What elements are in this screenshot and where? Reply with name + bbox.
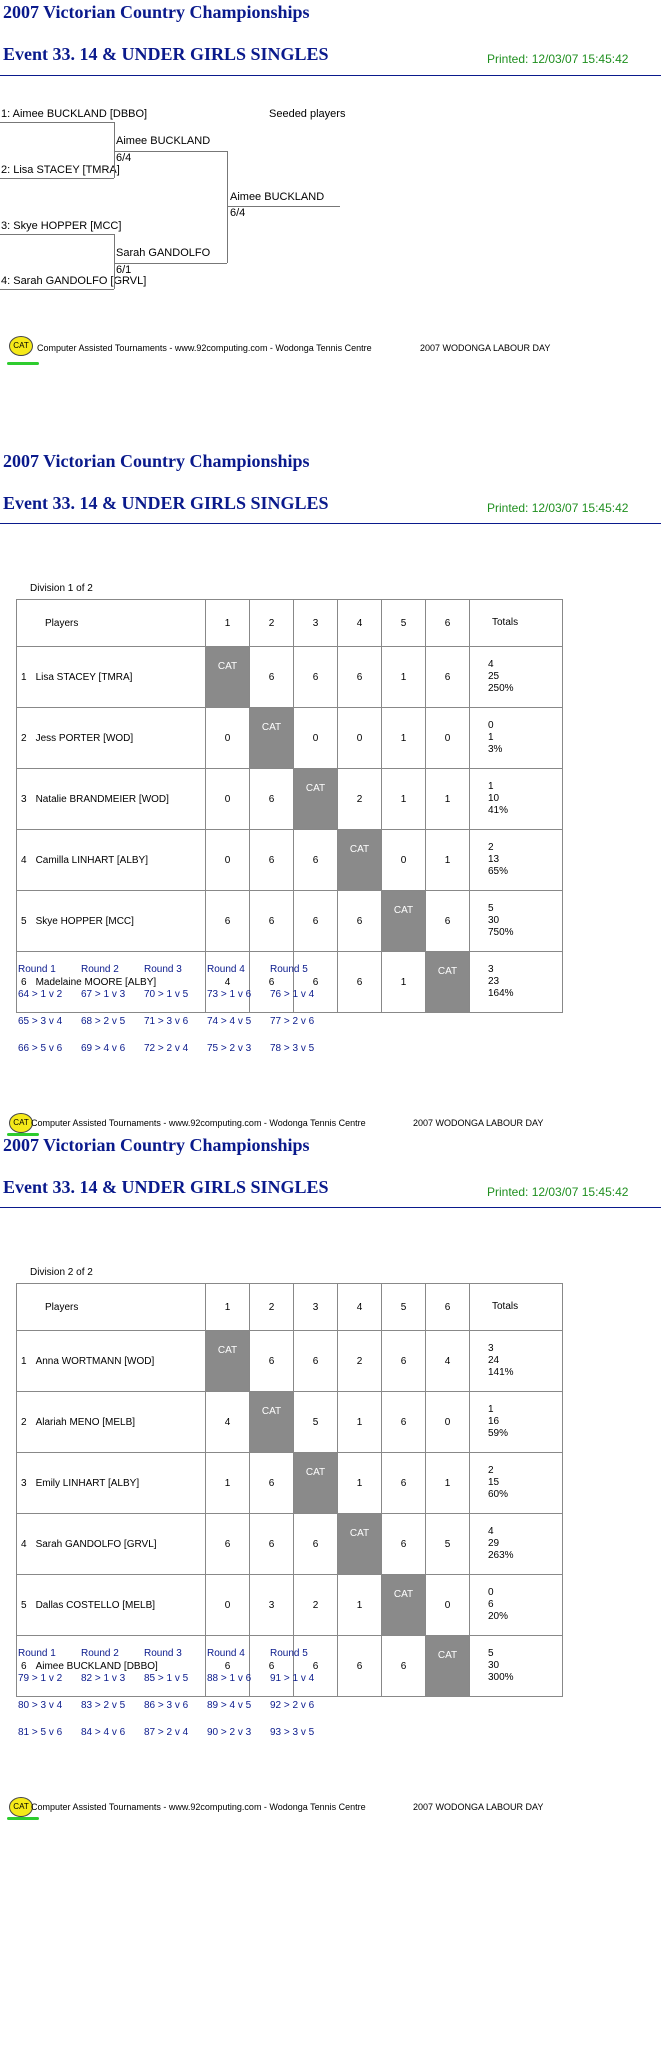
totals-cell [470, 769, 563, 830]
match-item: 82 > 1 v 3 [81, 1673, 126, 1684]
score-cell: 6 [382, 1392, 426, 1453]
self-match-cell: CAT [206, 647, 250, 708]
score-cell: 6 [338, 891, 382, 952]
match-item: 64 > 1 v 2 [18, 989, 63, 1000]
score-cell: 6 [250, 952, 294, 1013]
championship-title: 2007 Victorian Country Championships [3, 2, 310, 22]
total-value: 1 [488, 732, 494, 743]
player-number: 3 [21, 793, 27, 805]
round-label: Round 1 [18, 964, 56, 975]
score-cell: 6 [294, 830, 338, 891]
score-cell: 0 [206, 769, 250, 830]
self-match-cell: CAT [426, 952, 470, 1013]
division-table [16, 1283, 563, 1697]
total-value: 141% [488, 1367, 514, 1378]
logo-underline [7, 1817, 39, 1820]
total-value: 4 [488, 659, 494, 670]
players-header: Players [17, 1284, 206, 1331]
score-cell: 1 [382, 769, 426, 830]
match-item: 78 > 3 v 5 [270, 1043, 315, 1054]
player-name: Madelaine MOORE [ALBY] [35, 976, 157, 988]
table-row [17, 769, 563, 830]
table-row [17, 647, 563, 708]
header-divider [0, 1207, 661, 1208]
score-cell: 6 [206, 891, 250, 952]
player-cell [17, 1331, 206, 1392]
score-cell: 3 [250, 1575, 294, 1636]
division-label: Division 2 of 2 [30, 1267, 93, 1278]
table-row [17, 1575, 563, 1636]
match-item: 66 > 5 v 6 [18, 1043, 63, 1054]
score-cell: 6 [382, 1331, 426, 1392]
col-header: 6 [426, 1284, 470, 1331]
round-column [207, 1648, 269, 1754]
col-header: 6 [426, 600, 470, 647]
score-cell: 6 [206, 1636, 250, 1697]
bracket-line [227, 151, 228, 263]
score-cell: 4 [426, 1331, 470, 1392]
match-item: 74 > 4 v 5 [207, 1016, 252, 1027]
total-value: 30 [488, 915, 500, 926]
col-header: 3 [294, 1284, 338, 1331]
round-label: Round 5 [270, 1648, 308, 1659]
score-cell: 0 [426, 708, 470, 769]
match-item: 84 > 4 v 6 [81, 1727, 126, 1738]
self-match-cell: CAT [338, 1514, 382, 1575]
player-name: Sarah GANDOLFO [GRVL] [35, 1538, 157, 1550]
match-item: 68 > 2 v 5 [81, 1016, 126, 1027]
division-label: Division 1 of 2 [30, 583, 93, 594]
player-cell [17, 1453, 206, 1514]
total-value: 65% [488, 866, 509, 877]
score-cell: 0 [206, 830, 250, 891]
round-label: Round 3 [144, 1648, 182, 1659]
match-item: 86 > 3 v 6 [144, 1700, 189, 1711]
totals-cell [470, 708, 563, 769]
player-name: Dallas COSTELLO [MELB] [35, 1599, 156, 1611]
final-winner-score: 6/4 [230, 207, 246, 219]
footer-event: 2007 WODONGA LABOUR DAY [413, 1802, 544, 1812]
round-label: Round 4 [207, 964, 245, 975]
logo-underline [7, 362, 39, 365]
score-cell: 6 [250, 830, 294, 891]
table-row [17, 891, 563, 952]
table-row [17, 1392, 563, 1453]
total-value: 1 [488, 1404, 494, 1415]
total-value: 15 [488, 1477, 500, 1488]
total-value: 2 [488, 842, 494, 853]
total-value: 23 [488, 976, 500, 987]
header-divider [0, 75, 661, 76]
round-column [81, 964, 143, 1070]
total-value: 16 [488, 1416, 500, 1427]
player-number: 4 [21, 1538, 27, 1550]
total-value: 3 [488, 1343, 494, 1354]
round-label: Round 2 [81, 1648, 119, 1659]
total-value: 3% [488, 744, 503, 755]
match-item: 65 > 3 v 4 [18, 1016, 63, 1027]
total-value: 1 [488, 781, 494, 792]
score-cell: 1 [338, 1453, 382, 1514]
score-cell: 4 [206, 1392, 250, 1453]
match-item: 87 > 2 v 4 [144, 1727, 189, 1738]
player-name: Natalie BRANDMEIER [WOD] [35, 793, 169, 805]
round-column [81, 1648, 143, 1754]
total-value: 0 [488, 720, 494, 731]
match-item: 85 > 1 v 5 [144, 1673, 189, 1684]
round-column [144, 964, 206, 1070]
self-match-cell: CAT [426, 1636, 470, 1697]
player-number: 2 [21, 1416, 27, 1428]
self-match-cell: CAT [294, 769, 338, 830]
semi-winner-name: Sarah GANDOLFO [116, 247, 211, 259]
printed-timestamp: Printed: 12/03/07 15:45:42 [487, 1185, 629, 1199]
footer-event: 2007 WODONGA LABOUR DAY [420, 343, 551, 353]
bracket-line [114, 234, 115, 289]
score-cell: 1 [426, 1453, 470, 1514]
total-value: 25 [488, 671, 500, 682]
totals-cell [470, 830, 563, 891]
player-number: 4 [21, 854, 27, 866]
score-cell: 6 [250, 1453, 294, 1514]
round-column [207, 964, 269, 1070]
player-name: Skye HOPPER [MCC] [35, 915, 134, 927]
col-header: 4 [338, 1284, 382, 1331]
round-column [270, 1648, 332, 1754]
player-cell [17, 769, 206, 830]
score-cell: 0 [338, 708, 382, 769]
score-cell: 2 [338, 769, 382, 830]
player-name: Camilla LINHART [ALBY] [35, 854, 149, 866]
round-column [270, 964, 332, 1070]
draw-entrant: 2: Lisa STACEY [TMRA] [1, 164, 120, 176]
col-header: 5 [382, 600, 426, 647]
match-item: 80 > 3 v 4 [18, 1700, 63, 1711]
player-number: 3 [21, 1477, 27, 1489]
player-cell [17, 1392, 206, 1453]
self-match-cell: CAT [294, 1453, 338, 1514]
bracket-line [0, 234, 114, 235]
total-value: 59% [488, 1428, 509, 1439]
totals-cell [470, 1514, 563, 1575]
score-cell: 2 [338, 1331, 382, 1392]
col-header: 4 [338, 600, 382, 647]
totals-cell [470, 952, 563, 1013]
match-item: 79 > 1 v 2 [18, 1673, 63, 1684]
totals-cell [470, 1575, 563, 1636]
score-cell: 4 [206, 952, 250, 1013]
score-cell: 0 [206, 708, 250, 769]
score-cell: 6 [294, 1514, 338, 1575]
round-label: Round 3 [144, 964, 182, 975]
total-value: 41% [488, 805, 509, 816]
player-number: 6 [21, 976, 27, 988]
self-match-cell: CAT [338, 830, 382, 891]
player-cell [17, 1575, 206, 1636]
match-item: 76 > 1 v 4 [270, 989, 315, 1000]
total-value: 30 [488, 1660, 500, 1671]
cat-logo-icon: CAT [9, 336, 33, 356]
player-number: 5 [21, 1599, 27, 1611]
score-cell: 0 [426, 1575, 470, 1636]
totals-cell [470, 1453, 563, 1514]
score-cell: 1 [426, 769, 470, 830]
player-cell [17, 1514, 206, 1575]
total-value: 300% [488, 1672, 514, 1683]
score-cell: 6 [294, 952, 338, 1013]
score-cell: 6 [294, 1636, 338, 1697]
total-value: 0 [488, 1587, 494, 1598]
total-value: 3 [488, 964, 494, 975]
match-item: 90 > 2 v 3 [207, 1727, 252, 1738]
table-row [17, 830, 563, 891]
header-divider [0, 523, 661, 524]
match-item: 75 > 2 v 3 [207, 1043, 252, 1054]
score-cell: 1 [382, 708, 426, 769]
score-cell: 6 [250, 647, 294, 708]
self-match-cell: CAT [250, 1392, 294, 1453]
col-header: 1 [206, 1284, 250, 1331]
score-cell: 6 [426, 891, 470, 952]
round-column [18, 1648, 80, 1754]
match-item: 77 > 2 v 6 [270, 1016, 315, 1027]
round-label: Round 2 [81, 964, 119, 975]
totals-cell [470, 1392, 563, 1453]
score-cell: 0 [382, 830, 426, 891]
total-value: 60% [488, 1489, 509, 1500]
score-cell: 6 [250, 891, 294, 952]
total-value: 164% [488, 988, 514, 999]
col-header: 2 [250, 1284, 294, 1331]
bracket-line [0, 178, 114, 179]
score-cell: 6 [382, 1636, 426, 1697]
col-header: 2 [250, 600, 294, 647]
match-item: 83 > 2 v 5 [81, 1700, 126, 1711]
score-cell: 6 [382, 1514, 426, 1575]
championship-title: 2007 Victorian Country Championships [3, 1135, 310, 1155]
match-item: 73 > 1 v 6 [207, 989, 252, 1000]
score-cell: 6 [250, 769, 294, 830]
footer-text: Computer Assisted Tournaments - www.92computing.com - Wodonga Tennis Centre [37, 343, 372, 353]
score-cell: 6 [206, 1514, 250, 1575]
table-row [17, 1514, 563, 1575]
player-number: 6 [21, 1660, 27, 1672]
score-cell: 6 [426, 647, 470, 708]
player-name: Jess PORTER [WOD] [35, 732, 134, 744]
final-winner-name: Aimee BUCKLAND [230, 191, 325, 203]
total-value: 250% [488, 683, 514, 694]
score-cell: 1 [338, 1392, 382, 1453]
player-cell [17, 708, 206, 769]
total-value: 10 [488, 793, 500, 804]
score-cell: 1 [426, 830, 470, 891]
self-match-cell: CAT [382, 1575, 426, 1636]
score-cell: 5 [426, 1514, 470, 1575]
total-value: 263% [488, 1550, 514, 1561]
round-column [18, 964, 80, 1070]
score-cell: 0 [206, 1575, 250, 1636]
semi-winner-score: 6/1 [116, 264, 132, 276]
self-match-cell: CAT [382, 891, 426, 952]
score-cell: 6 [294, 1331, 338, 1392]
event-title: Event 33. 14 & UNDER GIRLS SINGLES [3, 1177, 329, 1197]
match-item: 92 > 2 v 6 [270, 1700, 315, 1711]
player-number: 1 [21, 671, 27, 683]
match-item: 69 > 4 v 6 [81, 1043, 126, 1054]
division-table [16, 599, 563, 1013]
player-number: 5 [21, 915, 27, 927]
score-cell: 0 [426, 1392, 470, 1453]
draw-entrant: 4: Sarah GANDOLFO [GRVL] [1, 275, 147, 287]
cat-logo-icon: CAT [9, 1797, 33, 1817]
score-cell: 1 [338, 1575, 382, 1636]
total-value: 24 [488, 1355, 500, 1366]
total-value: 13 [488, 854, 500, 865]
score-cell: 1 [382, 952, 426, 1013]
score-cell: 1 [382, 647, 426, 708]
player-name: Anna WORTMANN [WOD] [35, 1355, 155, 1367]
player-number: 2 [21, 732, 27, 744]
footer-text: Computer Assisted Tournaments - www.92computing.com - Wodonga Tennis Centre [31, 1802, 366, 1812]
score-cell: 6 [250, 1331, 294, 1392]
score-cell: 6 [294, 891, 338, 952]
semi-winner-score: 6/4 [116, 152, 132, 164]
championship-title: 2007 Victorian Country Championships [3, 451, 310, 471]
total-value: 29 [488, 1538, 500, 1549]
score-cell: 6 [294, 647, 338, 708]
match-item: 72 > 2 v 4 [144, 1043, 189, 1054]
player-name: Emily LINHART [ALBY] [35, 1477, 140, 1489]
match-item: 71 > 3 v 6 [144, 1016, 189, 1027]
match-item: 91 > 1 v 4 [270, 1673, 315, 1684]
printed-timestamp: Printed: 12/03/07 15:45:42 [487, 501, 629, 515]
match-item: 70 > 1 v 5 [144, 989, 189, 1000]
semi-winner-name: Aimee BUCKLAND [116, 135, 211, 147]
total-value: 2 [488, 1465, 494, 1476]
totals-cell [470, 1331, 563, 1392]
score-cell: 6 [338, 1636, 382, 1697]
event-title: Event 33. 14 & UNDER GIRLS SINGLES [3, 493, 329, 513]
self-match-cell: CAT [250, 708, 294, 769]
players-header: Players [17, 600, 206, 647]
round-column [144, 1648, 206, 1754]
total-value: 6 [488, 1599, 494, 1610]
player-cell [17, 891, 206, 952]
player-name: Alariah MENO [MELB] [35, 1416, 136, 1428]
player-number: 1 [21, 1355, 27, 1367]
footer-event: 2007 WODONGA LABOUR DAY [413, 1118, 544, 1128]
bracket-line [0, 289, 114, 290]
table-row [17, 1331, 563, 1392]
score-cell: 6 [250, 1514, 294, 1575]
score-cell: 2 [294, 1575, 338, 1636]
round-label: Round 5 [270, 964, 308, 975]
player-name: Lisa STACEY [TMRA] [35, 671, 133, 683]
total-value: 20% [488, 1611, 509, 1622]
score-cell: 6 [382, 1453, 426, 1514]
draw-entrant: 3: Skye HOPPER [MCC] [1, 220, 122, 232]
match-item: 67 > 1 v 3 [81, 989, 126, 1000]
col-header: 1 [206, 600, 250, 647]
draw-entrant: 1: Aimee BUCKLAND [DBBO] [1, 108, 148, 120]
totals-cell [470, 1636, 563, 1697]
totals-header: Totals [470, 1284, 563, 1331]
total-value: 750% [488, 927, 514, 938]
score-cell: 1 [206, 1453, 250, 1514]
total-value: 4 [488, 1526, 494, 1537]
printed-timestamp: Printed: 12/03/07 15:45:42 [487, 52, 629, 66]
player-name: Aimee BUCKLAND [DBBO] [35, 1660, 158, 1672]
bracket-line [0, 122, 114, 123]
total-value: 5 [488, 1648, 494, 1659]
round-label: Round 4 [207, 1648, 245, 1659]
match-item: 81 > 5 v 6 [18, 1727, 63, 1738]
table-row [17, 1453, 563, 1514]
seeded-players-label: Seeded players [269, 108, 346, 120]
totals-cell [470, 891, 563, 952]
totals-cell [470, 647, 563, 708]
col-header: 5 [382, 1284, 426, 1331]
score-cell: 6 [250, 1636, 294, 1697]
score-cell: 5 [294, 1392, 338, 1453]
player-cell [17, 830, 206, 891]
bracket-line [114, 122, 115, 178]
score-cell: 6 [338, 952, 382, 1013]
match-item: 88 > 1 v 6 [207, 1673, 252, 1684]
round-label: Round 1 [18, 1648, 56, 1659]
score-cell: 6 [338, 647, 382, 708]
event-title: Event 33. 14 & UNDER GIRLS SINGLES [3, 44, 329, 64]
match-item: 89 > 4 v 5 [207, 1700, 252, 1711]
total-value: 5 [488, 903, 494, 914]
match-item: 93 > 3 v 5 [270, 1727, 315, 1738]
player-cell [17, 647, 206, 708]
cat-logo-icon: CAT [9, 1113, 33, 1133]
self-match-cell: CAT [206, 1331, 250, 1392]
table-row [17, 708, 563, 769]
totals-header: Totals [470, 600, 563, 647]
col-header: 3 [294, 600, 338, 647]
footer-text: Computer Assisted Tournaments - www.92computing.com - Wodonga Tennis Centre [31, 1118, 366, 1128]
score-cell: 0 [294, 708, 338, 769]
